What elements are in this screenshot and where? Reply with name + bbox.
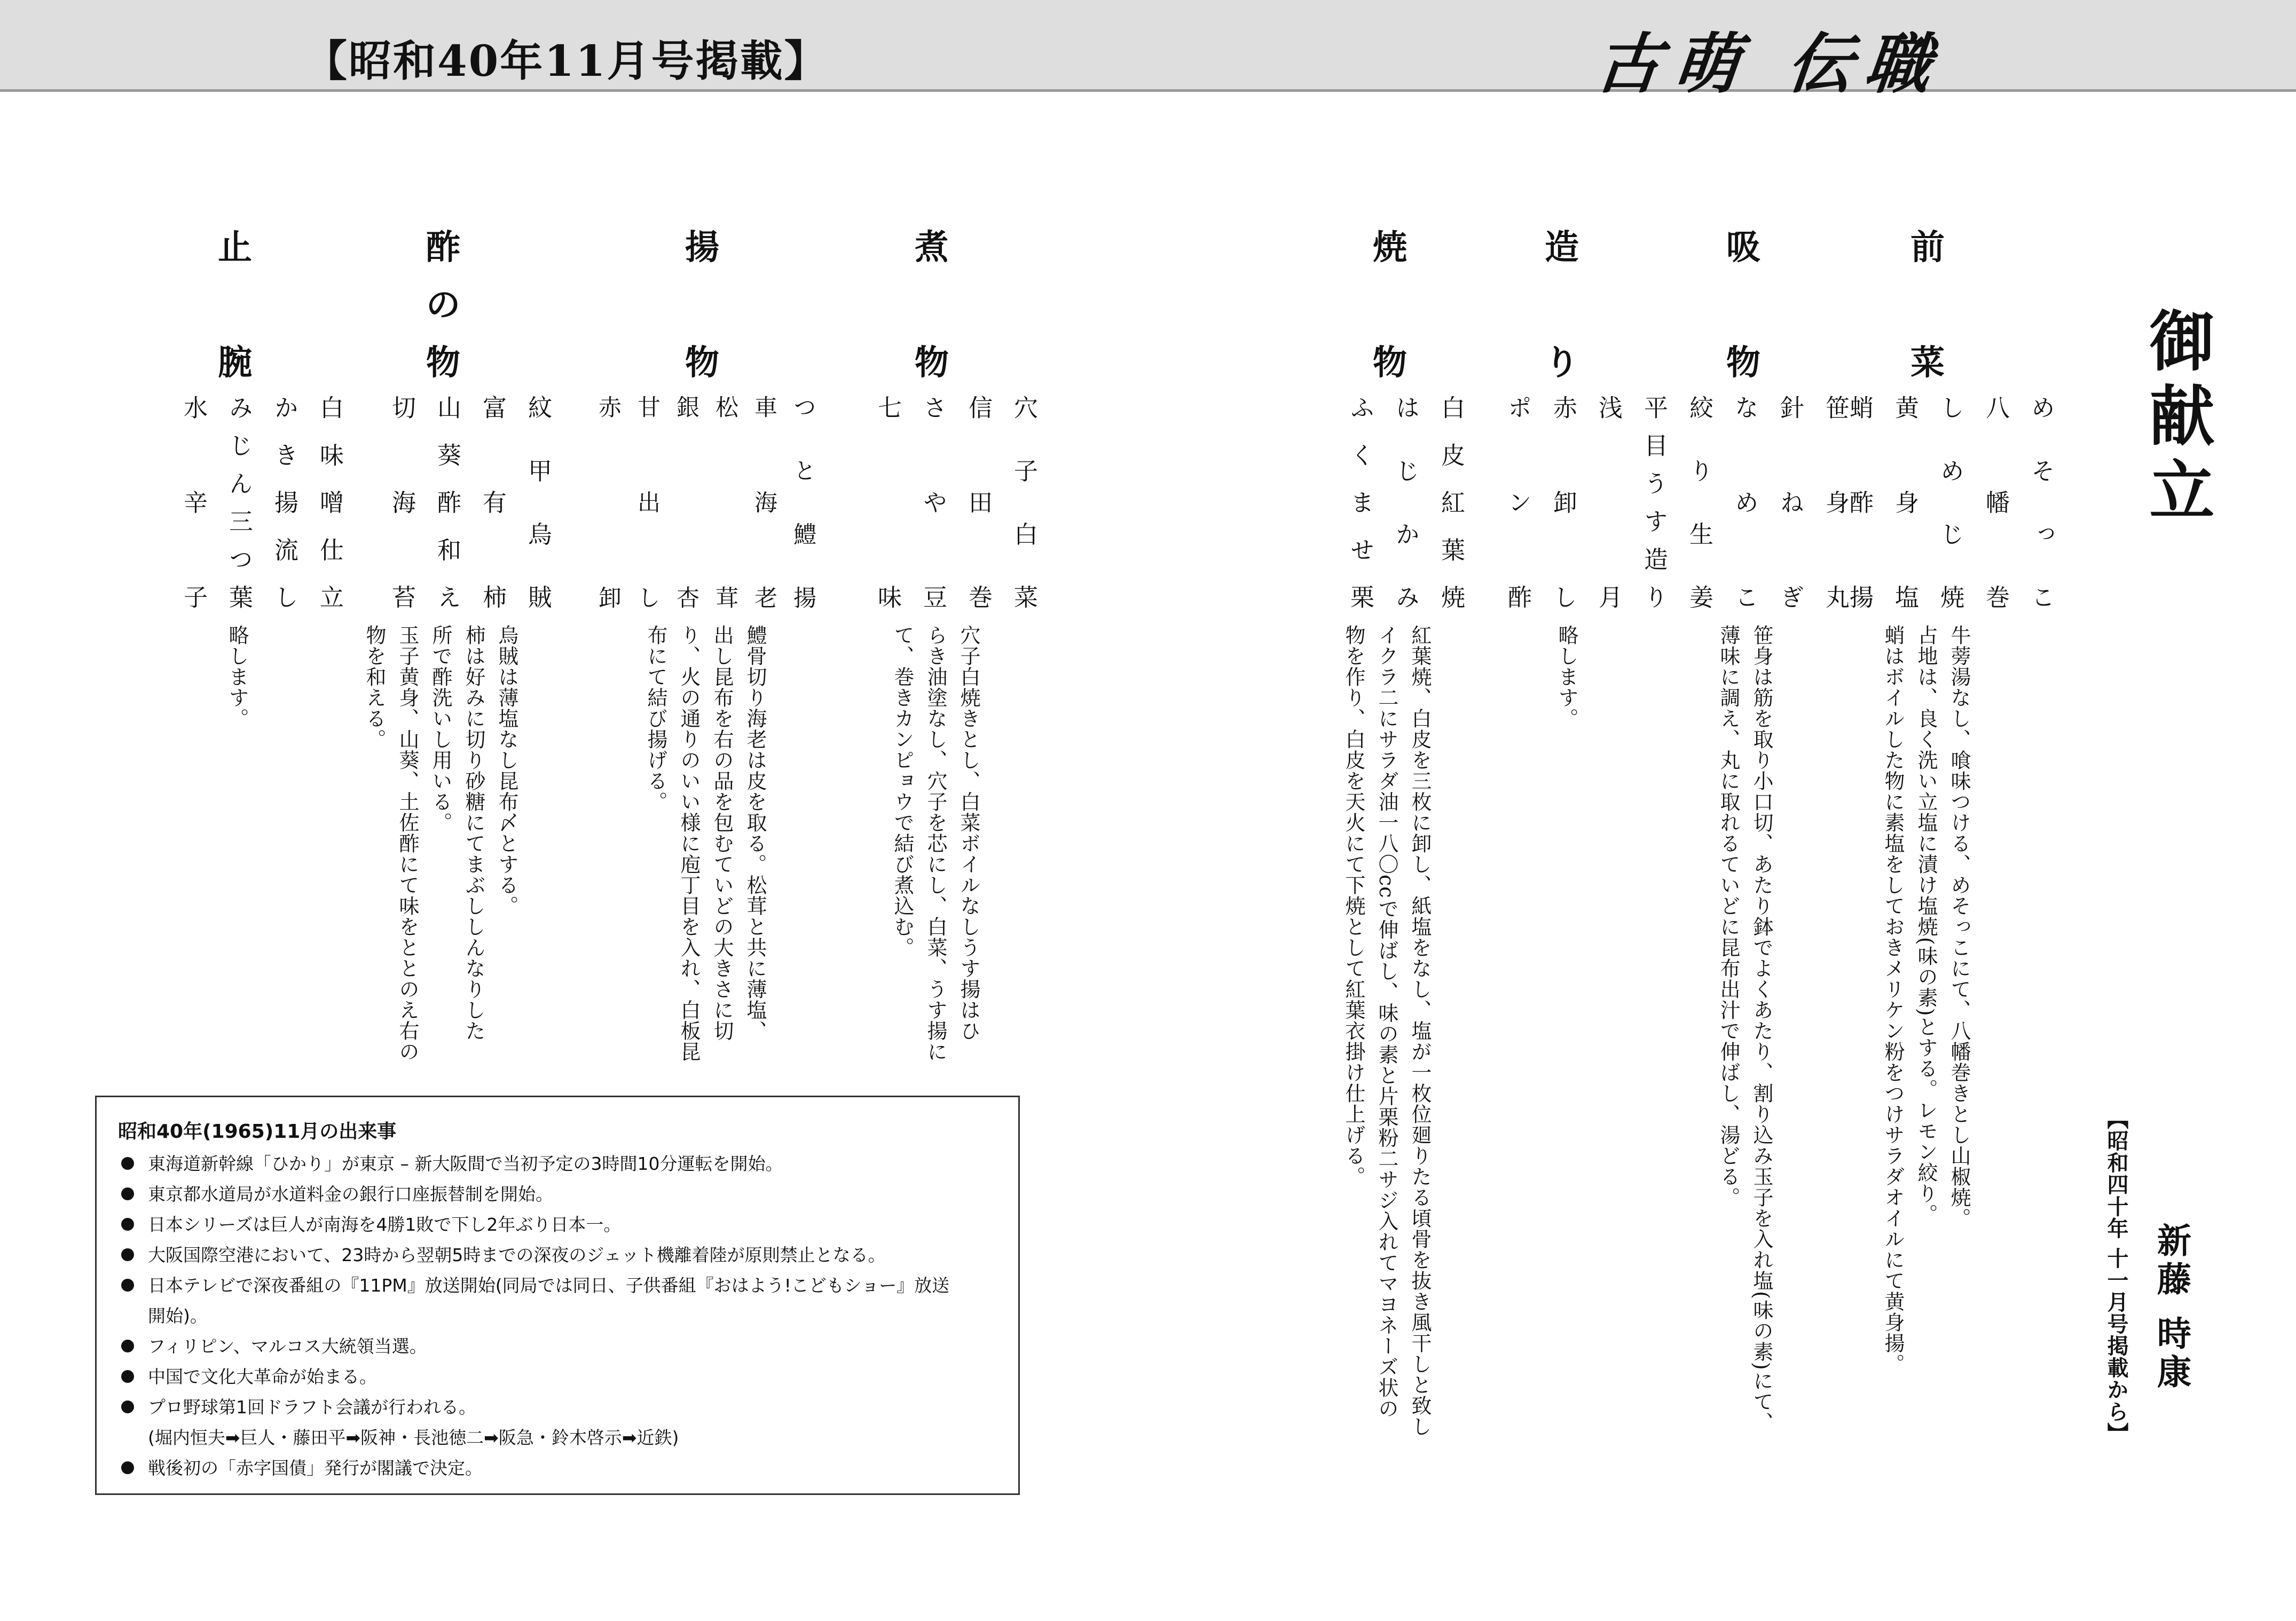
- recipe-line: 出し昆布を右の品を包むていどの大きさに切: [710, 625, 734, 1041]
- event-item: [118, 1453, 1004, 1483]
- recipe-line: 略します。: [1555, 625, 1578, 729]
- course-title-char: 物: [1726, 343, 1760, 383]
- dish-name: 七味: [874, 395, 902, 609]
- course-title-nimono: [902, 227, 961, 383]
- dish-name: 平目うす造り: [1640, 395, 1668, 609]
- course-title-char: 揚: [685, 227, 719, 267]
- dish-name: 紋甲烏賊: [524, 395, 552, 609]
- course-title-char: 造: [1545, 227, 1579, 267]
- dish-list-suimono: [1677, 395, 1858, 609]
- recipe-line: 笹身は筋を取り小口切、あたり鉢でよくあたり、割り込み玉子を入れ塩(味の素)にて、: [1750, 625, 1773, 1433]
- dish-name: 山葵酢和え: [433, 395, 461, 609]
- dish-name: 松茸: [712, 395, 738, 609]
- event-item: [118, 1392, 1004, 1453]
- dish-name: 浅月: [1594, 395, 1623, 609]
- recipe-line: 略します。: [225, 625, 249, 729]
- events-title: 昭和40年(1965)11月の出来事: [118, 1121, 397, 1143]
- dish-list-tomewan: [171, 395, 352, 609]
- bullet-icon: [121, 1218, 134, 1231]
- author-name: 新藤 時康: [2151, 1223, 2191, 1393]
- course-title-char: 物: [1373, 343, 1407, 383]
- bullet-icon: [121, 1279, 134, 1292]
- event-text: 中国で文化大革命が始まる。: [148, 1366, 377, 1387]
- course-title-char: 煮: [915, 227, 949, 267]
- dish-name: めそっこ: [2027, 395, 2055, 609]
- recipe-line: り、火の通りのいい様に庖丁目を入れ、白板昆: [677, 625, 701, 1062]
- dish-name: 蛸酢揚: [1845, 395, 1874, 609]
- event-item: [118, 1240, 1004, 1270]
- dish-name: 切海苔: [388, 395, 416, 609]
- event-text: フィリピン、マルコス大統領当選。: [148, 1336, 427, 1357]
- issue-label: 【昭和40年11月号掲載】: [304, 36, 829, 86]
- event-text-continued: (堀内恒夫➡巨人・藤田平➡阪神・長池徳二➡阪急・鈴木啓示➡近鉄): [148, 1427, 679, 1448]
- dish-list-tsukuri: [1495, 395, 1677, 609]
- recipe-line: 薄味に調え、丸に取れるていどに昆布出汁で伸ばし、湯どる。: [1717, 625, 1740, 1208]
- dish-name: 甘出し: [634, 395, 661, 609]
- event-item: [118, 1209, 1004, 1240]
- recipe-line: イクラ二にサラダ油一八〇ccで伸ばし、味の素と片栗粉二サジ入れてマヨネーズ状の: [1375, 625, 1398, 1419]
- recipe-line: 牛蒡湯なし、喰味つける、めそっこにて、八幡巻きとし山椒焼。: [1947, 625, 1971, 1229]
- dish-name: 信田巻: [964, 395, 993, 609]
- course-title-char: 物: [915, 343, 949, 383]
- course-title-char: 菜: [1910, 343, 1945, 383]
- course-title-char: 腕: [218, 343, 252, 383]
- dish-name: 水辛子: [179, 395, 208, 609]
- recipe-line: らき油塗なし、穴子を芯にし、白菜、うす揚に: [924, 625, 947, 1062]
- event-text: 戦後初の「赤字国債」発行が閣議で決定。: [148, 1458, 483, 1478]
- course-title-tomewan: [206, 227, 264, 383]
- bullet-icon: [121, 1157, 134, 1170]
- event-item: [118, 1270, 1004, 1331]
- dish-name: 富有柿: [478, 395, 507, 609]
- dish-name: 絞り生姜: [1685, 395, 1713, 609]
- recipe-zensai: [1869, 625, 1976, 1474]
- recipe-line: 鱧骨切り海老は皮を取る。松茸と共に薄塩、: [743, 625, 767, 1041]
- menu-title: 御献立: [2138, 307, 2215, 531]
- recipe-line: 占地は、良く洗い立塩に漬け塩焼(味の素)とする。レモン絞り。: [1914, 625, 1938, 1225]
- course-title-suimono: [1714, 227, 1773, 383]
- dish-list-yakimono: [1338, 395, 1474, 609]
- page-header: [0, 0, 2296, 102]
- dish-name: 八幡巻: [1982, 395, 2010, 609]
- dish-name: なめこ: [1731, 395, 1759, 609]
- dish-list-sunomono: [379, 395, 561, 609]
- course-title-char: 物: [426, 343, 460, 383]
- bullet-icon: [121, 1400, 134, 1413]
- event-item: [118, 1179, 1004, 1209]
- dish-name: かき揚流し: [270, 395, 298, 609]
- event-text: 日本テレビで深夜番組の『11PM』放送開始(同局では同日、子供番組『おはよう!こどもショー』放送: [148, 1275, 950, 1296]
- event-text: 東京都水道局が水道料金の銀行口座振替制を開始。: [148, 1184, 553, 1205]
- dish-name: 笹身丸: [1821, 395, 1850, 609]
- course-title-char: り: [1545, 343, 1579, 383]
- course-title-char: 酢: [426, 227, 460, 267]
- dish-name: 車海老: [751, 395, 777, 609]
- recipe-line: 穴子白焼きとし、白菜ボイルなしうす揚はひ: [957, 625, 980, 1041]
- dish-name: 白皮紅葉焼: [1437, 395, 1465, 609]
- recipe-line: 蛸はボイルした物に素塩をしておきメリケン粉をつけサラダオイルにて黄身揚。: [1881, 625, 1905, 1374]
- course-title-char: 焼: [1373, 227, 1407, 267]
- course-title-char: 物: [685, 343, 719, 383]
- dish-name: しめじ焼: [1936, 395, 1964, 609]
- event-item: [118, 1331, 1004, 1362]
- course-title-yakimono: [1361, 227, 1419, 383]
- dish-name: 銀杏: [673, 395, 699, 609]
- dish-name: みじん三つ葉: [225, 395, 253, 609]
- dish-name: つと鱧揚: [790, 395, 816, 609]
- dish-list-zensai: [1837, 395, 2064, 609]
- course-title-char: 前: [1910, 227, 1945, 267]
- event-item: [118, 1148, 1004, 1179]
- dish-name: 赤卸: [595, 395, 622, 609]
- dish-list-agemono: [587, 395, 822, 609]
- course-title-char: 吸: [1726, 227, 1760, 267]
- recipe-tsukuri: [1546, 625, 1583, 1474]
- recipe-line: 物を和える。: [363, 625, 386, 750]
- dish-name: 黄身塩: [1891, 395, 1919, 609]
- event-text: プロ野球第1回ドラフト会議が行われる。: [148, 1397, 476, 1418]
- dish-list-nimono: [865, 395, 1047, 609]
- recipe-suimono: [1703, 625, 1778, 1474]
- course-title-char: 止: [218, 227, 252, 267]
- event-text: 日本シリーズは巨人が南海を4勝1敗で下し2年ぶり日本一。: [148, 1214, 622, 1235]
- event-text: 大阪国際空港において、23時から翌朝5時までの深夜のジェット機離着陸が原則禁止となる。: [148, 1245, 886, 1265]
- recipe-line: 柿は好みに切り砂糖にてまぶししんなりした: [462, 625, 485, 1041]
- recipe-line: 烏賊は薄塩なし昆布〆とする。: [495, 625, 518, 916]
- event-text: 東海道新幹線「ひかり」が東京 – 新大阪間で当初予定の3時間10分運転を開始。: [148, 1153, 783, 1174]
- dish-name: ポン酢: [1504, 395, 1532, 609]
- event-item: [118, 1362, 1004, 1392]
- bullet-icon: [121, 1340, 134, 1352]
- bullet-icon: [121, 1187, 134, 1200]
- dish-name: 白味噌仕立: [316, 395, 344, 609]
- recipe-line: 布にて結び揚げる。: [644, 625, 667, 812]
- bullet-icon: [121, 1248, 134, 1261]
- course-title-char: の: [426, 285, 460, 325]
- dish-name: 赤卸し: [1549, 395, 1577, 609]
- dish-name: さや豆: [919, 395, 947, 609]
- author-note: 【昭和四十年 十一月号掲載から】: [2104, 1108, 2129, 1444]
- publication-logo: 古萌 伝職: [1592, 25, 1948, 102]
- bullet-icon: [121, 1461, 134, 1474]
- event-text-continued: 開始)。: [148, 1305, 208, 1326]
- course-title-zensai: [1898, 227, 1957, 383]
- course-title-sunomono: [414, 227, 473, 383]
- dish-name: はじかみ: [1391, 395, 1420, 609]
- recipe-line: 物を作り、白皮を天火にて下焼として紅葉衣掛け仕上げる。: [1342, 625, 1365, 1187]
- dish-name: 穴子白菜: [1010, 395, 1038, 609]
- course-title-tsukuri: [1532, 227, 1591, 383]
- dish-name: 針ねぎ: [1776, 395, 1804, 609]
- recipe-line: 玉子黄身、山葵、土佐酢にて味をととのえ右の: [396, 625, 419, 1062]
- recipe-line: 所で酢洗いし用いる。: [429, 625, 452, 833]
- events-box: [95, 1096, 1020, 1495]
- recipe-line: て、巻きカンピョウで結び煮込む。: [891, 625, 914, 958]
- dish-name: ふくませ栗: [1346, 395, 1374, 609]
- recipe-line: 紅葉焼、白皮を三枚に卸し、紙塩をなし、塩が一枚位廻りたる頃骨を抜き風干しと致し: [1408, 625, 1432, 1437]
- recipe-yakimono: [1330, 625, 1436, 1474]
- events-list: [118, 1148, 1004, 1483]
- bullet-icon: [121, 1370, 134, 1383]
- course-title-agemono: [673, 227, 732, 383]
